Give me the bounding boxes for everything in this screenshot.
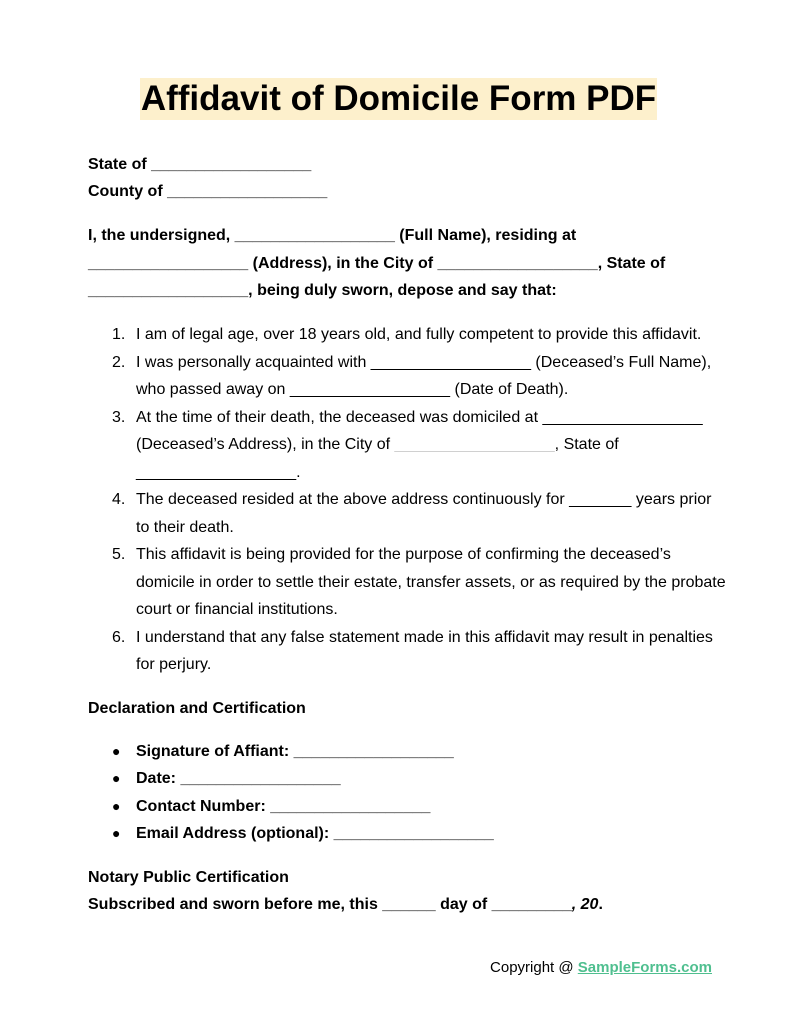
item-number: 1. [112, 326, 126, 343]
declaration-item[interactable] [88, 820, 718, 847]
item-number: 2. [112, 353, 126, 371]
item-text: At the time of their death, the deceased was domiciled at __________________ (Deceased’s Address), in the City of [136, 408, 703, 453]
bullet-icon: ● [112, 770, 121, 787]
notary-section [88, 864, 718, 918]
county-field[interactable]: County of __________________ [88, 183, 328, 200]
item-text: I was personally acquainted with __________________ (Deceased’s Full Name), who passed away on __________________ (Date of Death). [136, 353, 712, 398]
state-field[interactable]: State of __________________ [88, 156, 312, 173]
item-number: 5. [112, 546, 126, 563]
email-field[interactable]: Email Address (optional): __________________ [136, 824, 494, 842]
item-text: The deceased resided at the above address continuously for _______ years prior to their death. [136, 491, 712, 536]
notary-heading: Notary Public Certification [88, 869, 289, 886]
signature-field[interactable]: Signature of Affiant: __________________ [136, 743, 454, 760]
item-number: 6. [112, 628, 126, 646]
intro-paragraph: I, the undersigned, __________________ (Full Name), residing at __________________ (Address), in the City of __________________, State of __________________, being duly sworn, depose and say that: [88, 227, 666, 299]
bullet-icon: ● [112, 743, 121, 759]
statements-list [88, 321, 728, 679]
declaration-item[interactable] [88, 738, 718, 765]
item-text: , State of __________________. [136, 436, 619, 481]
city-blank[interactable]: __________________ [394, 436, 555, 453]
declaration-heading: Declaration and Certification [88, 700, 306, 717]
item-text: I understand that any false statement made in this affidavit may result in penalties for perjury. [136, 628, 713, 673]
statement-item [88, 404, 728, 487]
sampleforms-link[interactable]: SampleForms.com [577, 959, 712, 976]
declaration-list [88, 738, 718, 847]
statement-item [88, 321, 728, 349]
statement-item [88, 349, 728, 404]
copyright [490, 959, 712, 976]
bullet-icon: ● [112, 797, 121, 814]
title-wrap [0, 78, 797, 120]
statement-item [88, 624, 728, 679]
header-fields [88, 151, 718, 205]
declaration-item[interactable] [88, 765, 718, 792]
item-number: 3. [112, 408, 126, 426]
notary-sentence: Subscribed and sworn before me, this ______ day of _________ [88, 896, 572, 913]
notary-text [88, 891, 718, 918]
contact-field[interactable]: Contact Number: __________________ [136, 797, 431, 815]
page-title: Affidavit of Domicile Form PDF [140, 79, 657, 118]
notary-end: . [598, 896, 603, 913]
declaration-item[interactable] [88, 793, 718, 820]
statement-item [88, 541, 728, 624]
item-number: 4. [112, 491, 126, 508]
copyright-text: Copyright @ [490, 959, 578, 976]
item-text: I am of legal age, over 18 years old, and fully competent to provide this affidavit. [136, 326, 702, 343]
item-text: This affidavit is being provided for the purpose of confirming the deceased’s domicile in order to settle their estate, transfer assets, or as required by the probate court or financial institutions. [136, 546, 726, 618]
bullet-icon: ● [112, 824, 121, 841]
date-field[interactable]: Date: __________________ [136, 770, 341, 788]
statement-item [88, 486, 728, 541]
notary-year: , 20 [571, 896, 599, 913]
